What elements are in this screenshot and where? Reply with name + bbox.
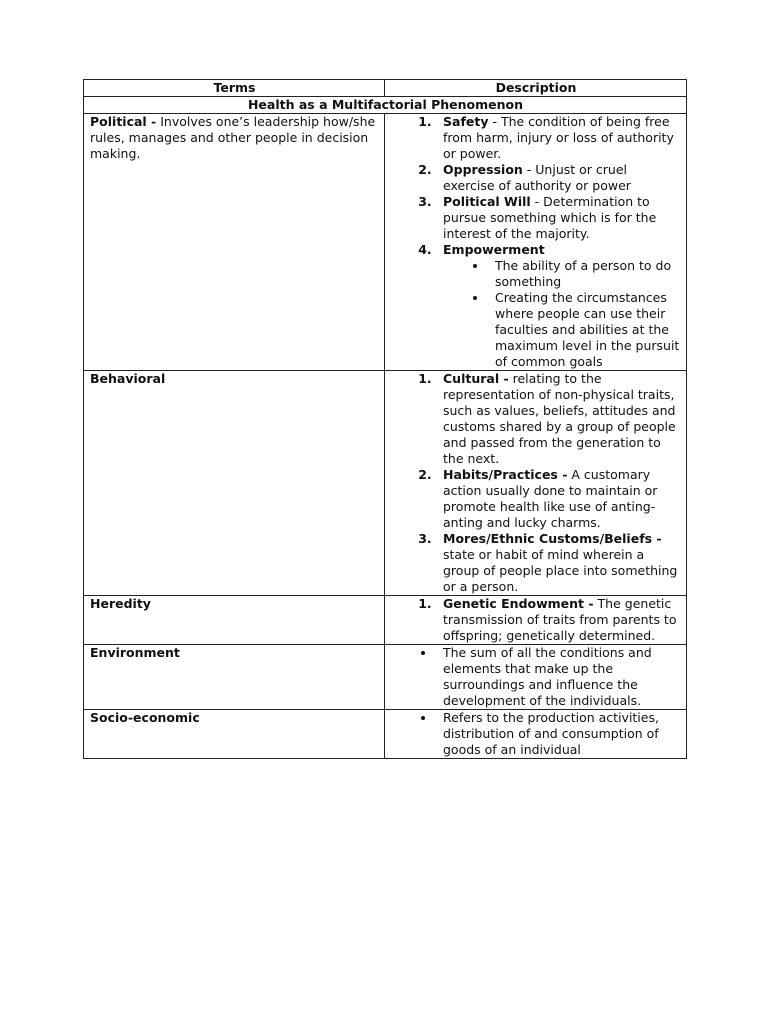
terms-table <box>83 79 687 759</box>
description-cell <box>385 645 687 710</box>
list-item: 4. Empowerment • The ability of a person to do something • Creating the circumstances where people can use their faculties and abilities at the maximum level in the pursuit of common goals <box>436 242 681 370</box>
bullet-item: • Creating the circumstances where people can use their faculties and abilities at the maximum level in the pursuit of common goals <box>488 290 681 370</box>
header-terms: Terms <box>84 80 385 97</box>
document-page <box>83 79 686 759</box>
term-environment: Environment <box>90 645 180 660</box>
term-cell <box>84 596 385 645</box>
term-cell <box>84 710 385 759</box>
list-item: 2. Habits/Practices - A customary action usually done to maintain or promote health like use of anting-anting and lucky charms. <box>436 467 681 531</box>
list-item: 1. Cultural - relating to the representation of non-physical traits, such as values, beliefs, attitudes and customs shared by a group of people and passed from the generation to the next. <box>436 371 681 467</box>
heredity-list <box>391 596 681 644</box>
term-socioeconomic: Socio-economic <box>90 710 200 725</box>
description-cell <box>385 114 687 371</box>
bullet-item: • The sum of all the conditions and elements that make up the surroundings and influence the development of the individuals. <box>436 645 681 709</box>
list-item: 1. Genetic Endowment - The genetic transmission of traits from parents to offspring; genetically determined. <box>436 596 681 644</box>
bullet-item: • The ability of a person to do something <box>488 258 681 290</box>
header-description: Description <box>385 80 687 97</box>
list-item: 3. Political Will - Determination to pursue something which is for the interest of the majority. <box>436 194 681 242</box>
description-cell <box>385 710 687 759</box>
section-title: Health as a Multifactorial Phenomenon <box>84 97 687 114</box>
list-item: 1. Safety - The condition of being free from harm, injury or loss of authority or power. <box>436 114 681 162</box>
description-cell <box>385 371 687 596</box>
table-row-socioeconomic <box>84 710 687 759</box>
socioeconomic-list <box>391 710 681 758</box>
behavioral-list <box>391 371 681 595</box>
term-behavioral: Behavioral <box>90 371 166 386</box>
term-cell <box>84 114 385 371</box>
header-row <box>84 80 687 97</box>
bullet-item: • Refers to the production activities, distribution of and consumption of goods of an individual <box>436 710 681 758</box>
empowerment-bullets <box>443 258 681 370</box>
list-item: 3. Mores/Ethnic Customs/Beliefs - state or habit of mind wherein a group of people place into something or a person. <box>436 531 681 595</box>
description-cell <box>385 596 687 645</box>
term-political: Political - <box>90 114 157 129</box>
term-heredity: Heredity <box>90 596 151 611</box>
table-row-environment <box>84 645 687 710</box>
table-row-heredity <box>84 596 687 645</box>
political-list <box>391 114 681 370</box>
table-row-political <box>84 114 687 371</box>
table-row-behavioral <box>84 371 687 596</box>
term-cell <box>84 645 385 710</box>
environment-list <box>391 645 681 709</box>
term-cell <box>84 371 385 596</box>
list-item: 2. Oppression - Unjust or cruel exercise of authority or power <box>436 162 681 194</box>
term-political-desc: Involves one’s leadership how/she rules, manages and other people in decision making. <box>90 114 376 161</box>
section-row <box>84 97 687 114</box>
